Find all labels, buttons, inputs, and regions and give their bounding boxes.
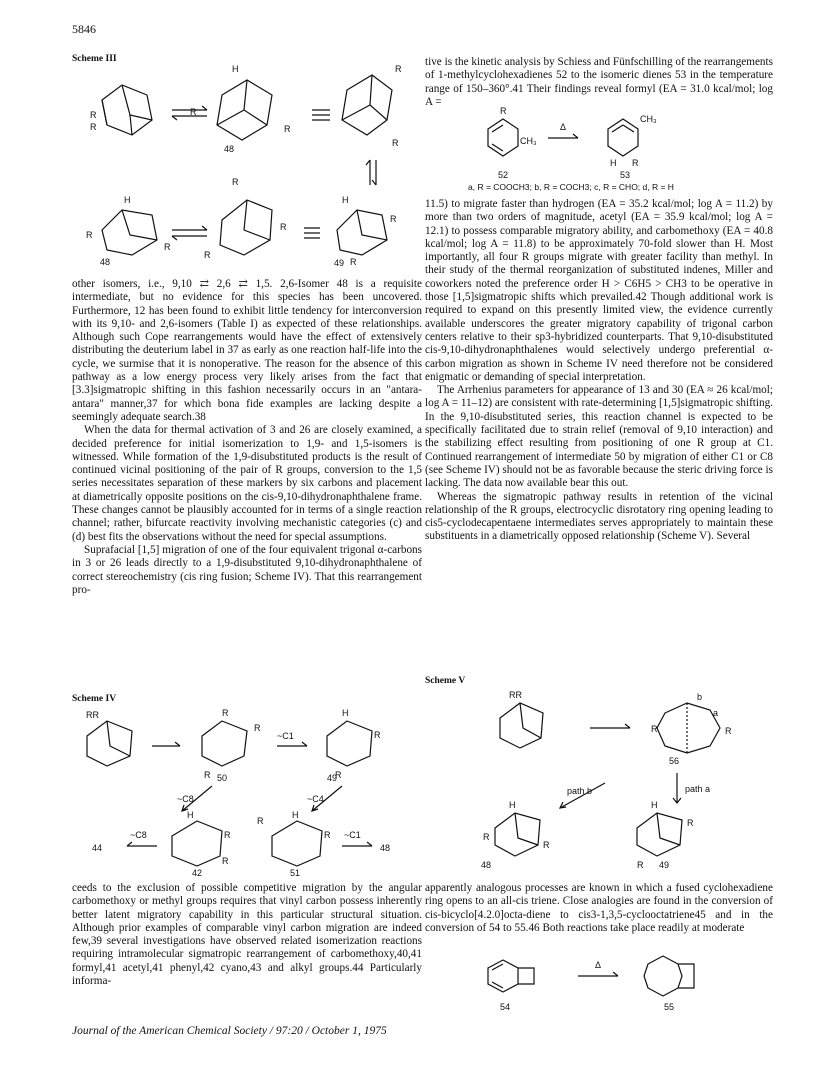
- svg-text:R: R: [204, 770, 211, 780]
- svg-text:H: H: [292, 810, 299, 820]
- paragraph: ceeds to the exclusion of possible competitive migration by the angular carbomethoxy or methyl groups requires that vinyl carbon possess inherently better latent migratory capability in this particular structural situation. Although prior examples of comparable vinyl carbon migration are indeed few,39 several investigations have observed related isomerization reactions requiring intramolecular sigmatropic rearrangement of carbomethoxy,40,41 formyl,41 acetyl,41 phenyl,42 cyano,43 and alkyl groups.44 Particularly informa-: [72, 882, 422, 988]
- svg-text:R: R: [335, 770, 342, 780]
- compound-48: 48: [380, 843, 391, 853]
- arrow-label: ~C1: [344, 830, 361, 840]
- paragraph: The Arrhenius parameters for appearance of 13 and 30 (EA ≈ 26 kcal/mol; log A = 11–12) are consistent with rate-determining [1,5]sigmatropic shifting. In the 9,10-disubstituted series, this reaction channel is expected to be specifically facilitated due to strain relief (removal of 9,10 interaction) and the stabilizing effect resulting from positioning of one R group at C1. Continued rearrangement of intermediate 50 by migration of either C1 or C8 (see Scheme IV) should not be as favorable because the steric driving force is lacking. The data now available bear this out.: [425, 384, 773, 490]
- scheme-iii-label: Scheme III: [72, 54, 117, 64]
- compound-50: 50: [217, 773, 228, 783]
- svg-text:R: R: [190, 107, 197, 117]
- svg-text:b: b: [697, 692, 703, 702]
- svg-text:R: R: [543, 840, 550, 850]
- left-column-top: [72, 278, 422, 597]
- arrow-label: ~C1: [277, 731, 294, 741]
- svg-text:R: R: [257, 816, 264, 826]
- svg-text:R: R: [222, 708, 229, 718]
- svg-text:R: R: [254, 723, 261, 733]
- svg-text:R: R: [392, 138, 399, 148]
- svg-text:H: H: [232, 64, 239, 74]
- substituent-legend: a, R = COOCH3; b, R = COCH3; c, R = CHO; d, R = H: [468, 182, 674, 192]
- left-column-bottom: [72, 882, 422, 988]
- svg-text:H: H: [187, 810, 194, 820]
- path-label: path b: [567, 786, 593, 796]
- right-column-mid: [425, 198, 773, 544]
- compound-53: 53: [620, 170, 631, 180]
- svg-text:R: R: [483, 832, 490, 842]
- journal-footer: Journal of the American Chemical Society / 97:20 / October 1, 1975: [72, 1025, 387, 1037]
- arrow-label: ~C4: [307, 794, 324, 804]
- svg-text:H: H: [124, 195, 131, 205]
- svg-text:a: a: [713, 708, 719, 718]
- svg-text:R: R: [86, 230, 93, 240]
- svg-text:R: R: [637, 860, 644, 870]
- compound-49: 49: [327, 773, 338, 783]
- svg-text:Δ: Δ: [560, 122, 567, 132]
- svg-text:R: R: [651, 724, 658, 734]
- svg-text:R: R: [90, 110, 97, 120]
- svg-text:R: R: [324, 830, 331, 840]
- svg-text:R: R: [232, 177, 239, 187]
- svg-text:RR: RR: [86, 710, 99, 720]
- svg-text:R: R: [90, 122, 97, 132]
- compound-48: 48: [481, 860, 492, 870]
- arrow-label: ~C8: [177, 794, 194, 804]
- svg-text:CH₃: CH₃: [520, 136, 537, 146]
- svg-text:R: R: [390, 214, 397, 224]
- right-column-top: [425, 56, 773, 109]
- svg-text:R: R: [687, 818, 694, 828]
- scheme-54-55-figure: [468, 950, 718, 1014]
- paragraph: Suprafacial [1,5] migration of one of the four equivalent trigonal α-carbons in 3 or 26 leads directly to a 1,9-disubstituted 9,10-dihydronaphthalene of correct stereochemistry (cis ring fusion; Scheme IV). That this rearrangement pro-: [72, 543, 422, 596]
- scheme-iv-label: Scheme IV: [72, 694, 117, 704]
- svg-text:R: R: [725, 726, 732, 736]
- svg-text:R: R: [204, 250, 211, 260]
- svg-text:H: H: [509, 800, 516, 810]
- compound-56: 56: [669, 756, 680, 766]
- paragraph: When the data for thermal activation of 3 and 26 are closely examined, a decided preference for initial isomerization to 1,9- and 1,5-isomers is witnessed. While formation of the 1,9-disubstituted products is the result of continued vicinal positioning of the pair of R groups, conversion to the 1,5 series necessitates separation of these markers by six carbons and placement at diametrically opposite positions on the cis-9,10-dihydronaphthalene frame. These changes cannot be plausibly accounted for in terms of a single reaction channel; rather, bifurcate reactivity involving mechanistic categories (c) and (d) best fits the observations without the need for special assumptions.: [72, 424, 422, 543]
- svg-text:Δ: Δ: [595, 960, 602, 970]
- svg-text:H: H: [651, 800, 658, 810]
- svg-text:H: H: [342, 708, 349, 718]
- compound-42: 42: [192, 868, 203, 876]
- svg-text:R: R: [395, 64, 402, 74]
- svg-text:R: R: [500, 106, 507, 116]
- svg-text:R: R: [632, 158, 639, 168]
- svg-text:R: R: [350, 257, 357, 267]
- scheme-v-figure: [425, 688, 770, 874]
- path-label: path a: [685, 784, 711, 794]
- scheme-52-53-figure: [468, 104, 708, 192]
- svg-text:R: R: [374, 730, 381, 740]
- compound-44: 44: [92, 843, 103, 853]
- right-column-bottom: [425, 882, 773, 935]
- compound-49: 49: [659, 860, 670, 870]
- svg-text:R: R: [222, 856, 229, 866]
- compound-55: 55: [664, 1002, 675, 1012]
- arrow-label: ~C8: [130, 830, 147, 840]
- scheme-iii-figure: [72, 60, 417, 270]
- svg-text:R: R: [280, 222, 287, 232]
- compound-48-b: 48: [100, 257, 111, 267]
- svg-text:RR: RR: [509, 690, 522, 700]
- scheme-iv-figure: [72, 706, 422, 876]
- paragraph: tive is the kinetic analysis by Schiess and Fünfschilling of the rearrangements of 1-methylcyclohexadienes 52 to the isomeric dienes 53 in the temperature range of 150–360°.41 Their findings reveal formyl (EA = 31.0 kcal/mol; log A =: [425, 56, 773, 108]
- compound-52: 52: [498, 170, 509, 180]
- paragraph: 11.5) to migrate faster than hydrogen (EA = 35.2 kcal/mol; log A = 11.2) by more than two orders of magnitude, acetyl (EA = 35.9 kcal/mol; log A = 12.1) to possess comparable migratory ability, and carbomethoxy (EA = 40.8 kcal/mol; log A = 11.8) to be approximately 70-fold slower than H. Most importantly, all four R groups migrate with greater facility than methyl. In their study of the thermal reorganization of substituted indenes, Miller and coworkers noted the preference order H > C6H5 > CH3 to be operative in those [1,5]sigmatropic shifts which prevailed.42 Though additional work is required to expand on this presently limited view, the evidence currently available underscores the greater migratory capability of trigonal carbon centers relative to their sp3-hybridized counterparts. That 9,10-disubstituted cis-9,10-dihydronaphthalenes would selectively undergo preferential α-carbon migration as shown in Scheme IV need therefore not be considered enigmatic or demanding of special interpretation.: [425, 198, 773, 383]
- compound-51: 51: [290, 868, 301, 876]
- svg-text:R: R: [284, 124, 291, 134]
- svg-text:H: H: [342, 195, 349, 205]
- scheme-v-label: Scheme V: [425, 676, 466, 686]
- svg-text:CH₃: CH₃: [640, 114, 657, 124]
- svg-text:H: H: [610, 158, 617, 168]
- compound-54: 54: [500, 1002, 511, 1012]
- compound-49: 49: [334, 258, 345, 268]
- page-number: 5846: [72, 22, 96, 36]
- paragraph: Whereas the sigmatropic pathway results in retention of the vicinal relationship of the R groups, electrocyclic disrotatory ring opening leading to cis5-cyclodecapentaene intermediates serves appropriately to maintain these substituents in a diametrically opposed relationship (Scheme V). Several: [425, 490, 773, 543]
- svg-text:R: R: [224, 830, 231, 840]
- paragraph: other isomers, i.e., 9,10 ⇄ 2,6 ⇄ 1,5. 2,6-Isomer 48 is a requisite intermediate, but no evidence for this species has been uncovered. Furthermore, 12 has been found to exhibit little tendency for interconversion with its 9,10- and 2,6-isomers (Table I) as expected of these relationships. Although such Cope rearrangements would have the effect of extensively distributing the deuterium label in 37 as early as one reaction half-life into the cycle, we surmise that it is nonoperative. The reason for the absence of this pathway as a low energy process very likely arises from the fact that [3.3]sigmatropic shifting in this fashion necessarily occurs in an "antara-antara" manner,37 for which bona fide examples are lacking despite a seemingly adequate search.38: [72, 278, 422, 423]
- paragraph: apparently analogous processes are known in which a fused cyclohexadiene ring opens to an all-cis triene. Close analogies are found in the conversion of cis-bicyclo[4.2.0]octa-diene to cis3-1,3,5-cyclooctatriene45 and in the conversion of 54 to 55.46 Both reactions take place readily at moderate: [425, 882, 773, 934]
- compound-48-a: 48: [224, 144, 235, 154]
- svg-text:R: R: [164, 242, 171, 252]
